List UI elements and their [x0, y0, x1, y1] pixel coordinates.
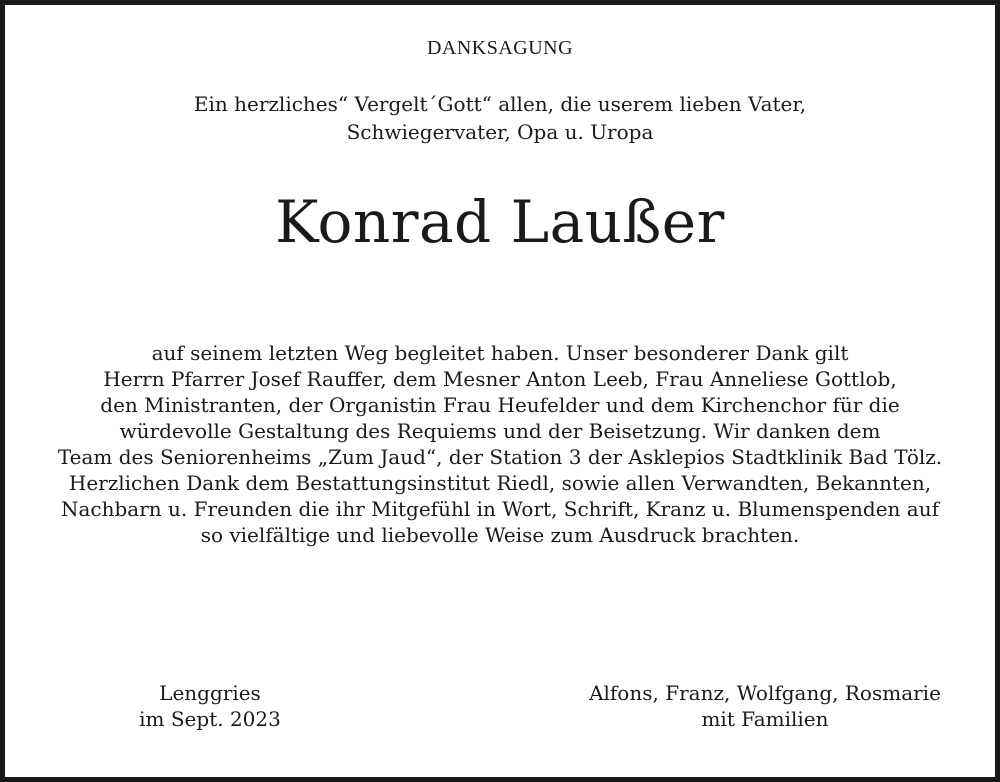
intro-line: Schwiegervater, Opa u. Uropa: [346, 120, 654, 144]
notice-heading: DANKSAGUNG: [426, 37, 574, 59]
deceased-name: Konrad Laußer: [275, 188, 725, 256]
body-line: Nachbarn u. Freunden die ihr Mitgefühl in Wort, Schrift, Kranz u. Blumenspenden auf: [61, 497, 939, 521]
signatory-suffix: mit Familien: [701, 707, 829, 731]
body-line: Herrn Pfarrer Josef Rauffer, dem Mesner Anton Leeb, Frau Anneliese Gottlob,: [103, 367, 897, 391]
place-date: [110, 680, 310, 732]
signatories: [560, 680, 970, 732]
body-line: auf seinem letzten Weg begleitet haben. Unser besonderer Dank gilt: [151, 341, 849, 365]
thanks-body: [30, 340, 970, 548]
intro-text: [0, 90, 1000, 146]
body-line: würdevolle Gestaltung des Requiems und der Beisetzung. Wir danken dem: [119, 419, 881, 443]
date: im Sept. 2023: [139, 707, 281, 731]
intro-line: Ein herzliches“ Vergelt´Gott“ allen, die userem lieben Vater,: [193, 92, 807, 116]
place: Lenggries: [159, 681, 261, 705]
body-line: Team des Seniorenheims „Zum Jaud“, der Station 3 der Asklepios Stadtklinik Bad Tölz.: [57, 445, 943, 469]
body-line: so vielfältige und liebevolle Weise zum Ausdruck brachten.: [200, 523, 800, 547]
body-line: Herzlichen Dank dem Bestattungsinstitut Riedl, sowie allen Verwandten, Bekannten,: [68, 471, 932, 495]
body-line: den Ministranten, der Organistin Frau Heufelder und dem Kirchenchor für die: [100, 393, 900, 417]
signatory-names: Alfons, Franz, Wolfgang, Rosmarie: [589, 681, 941, 705]
